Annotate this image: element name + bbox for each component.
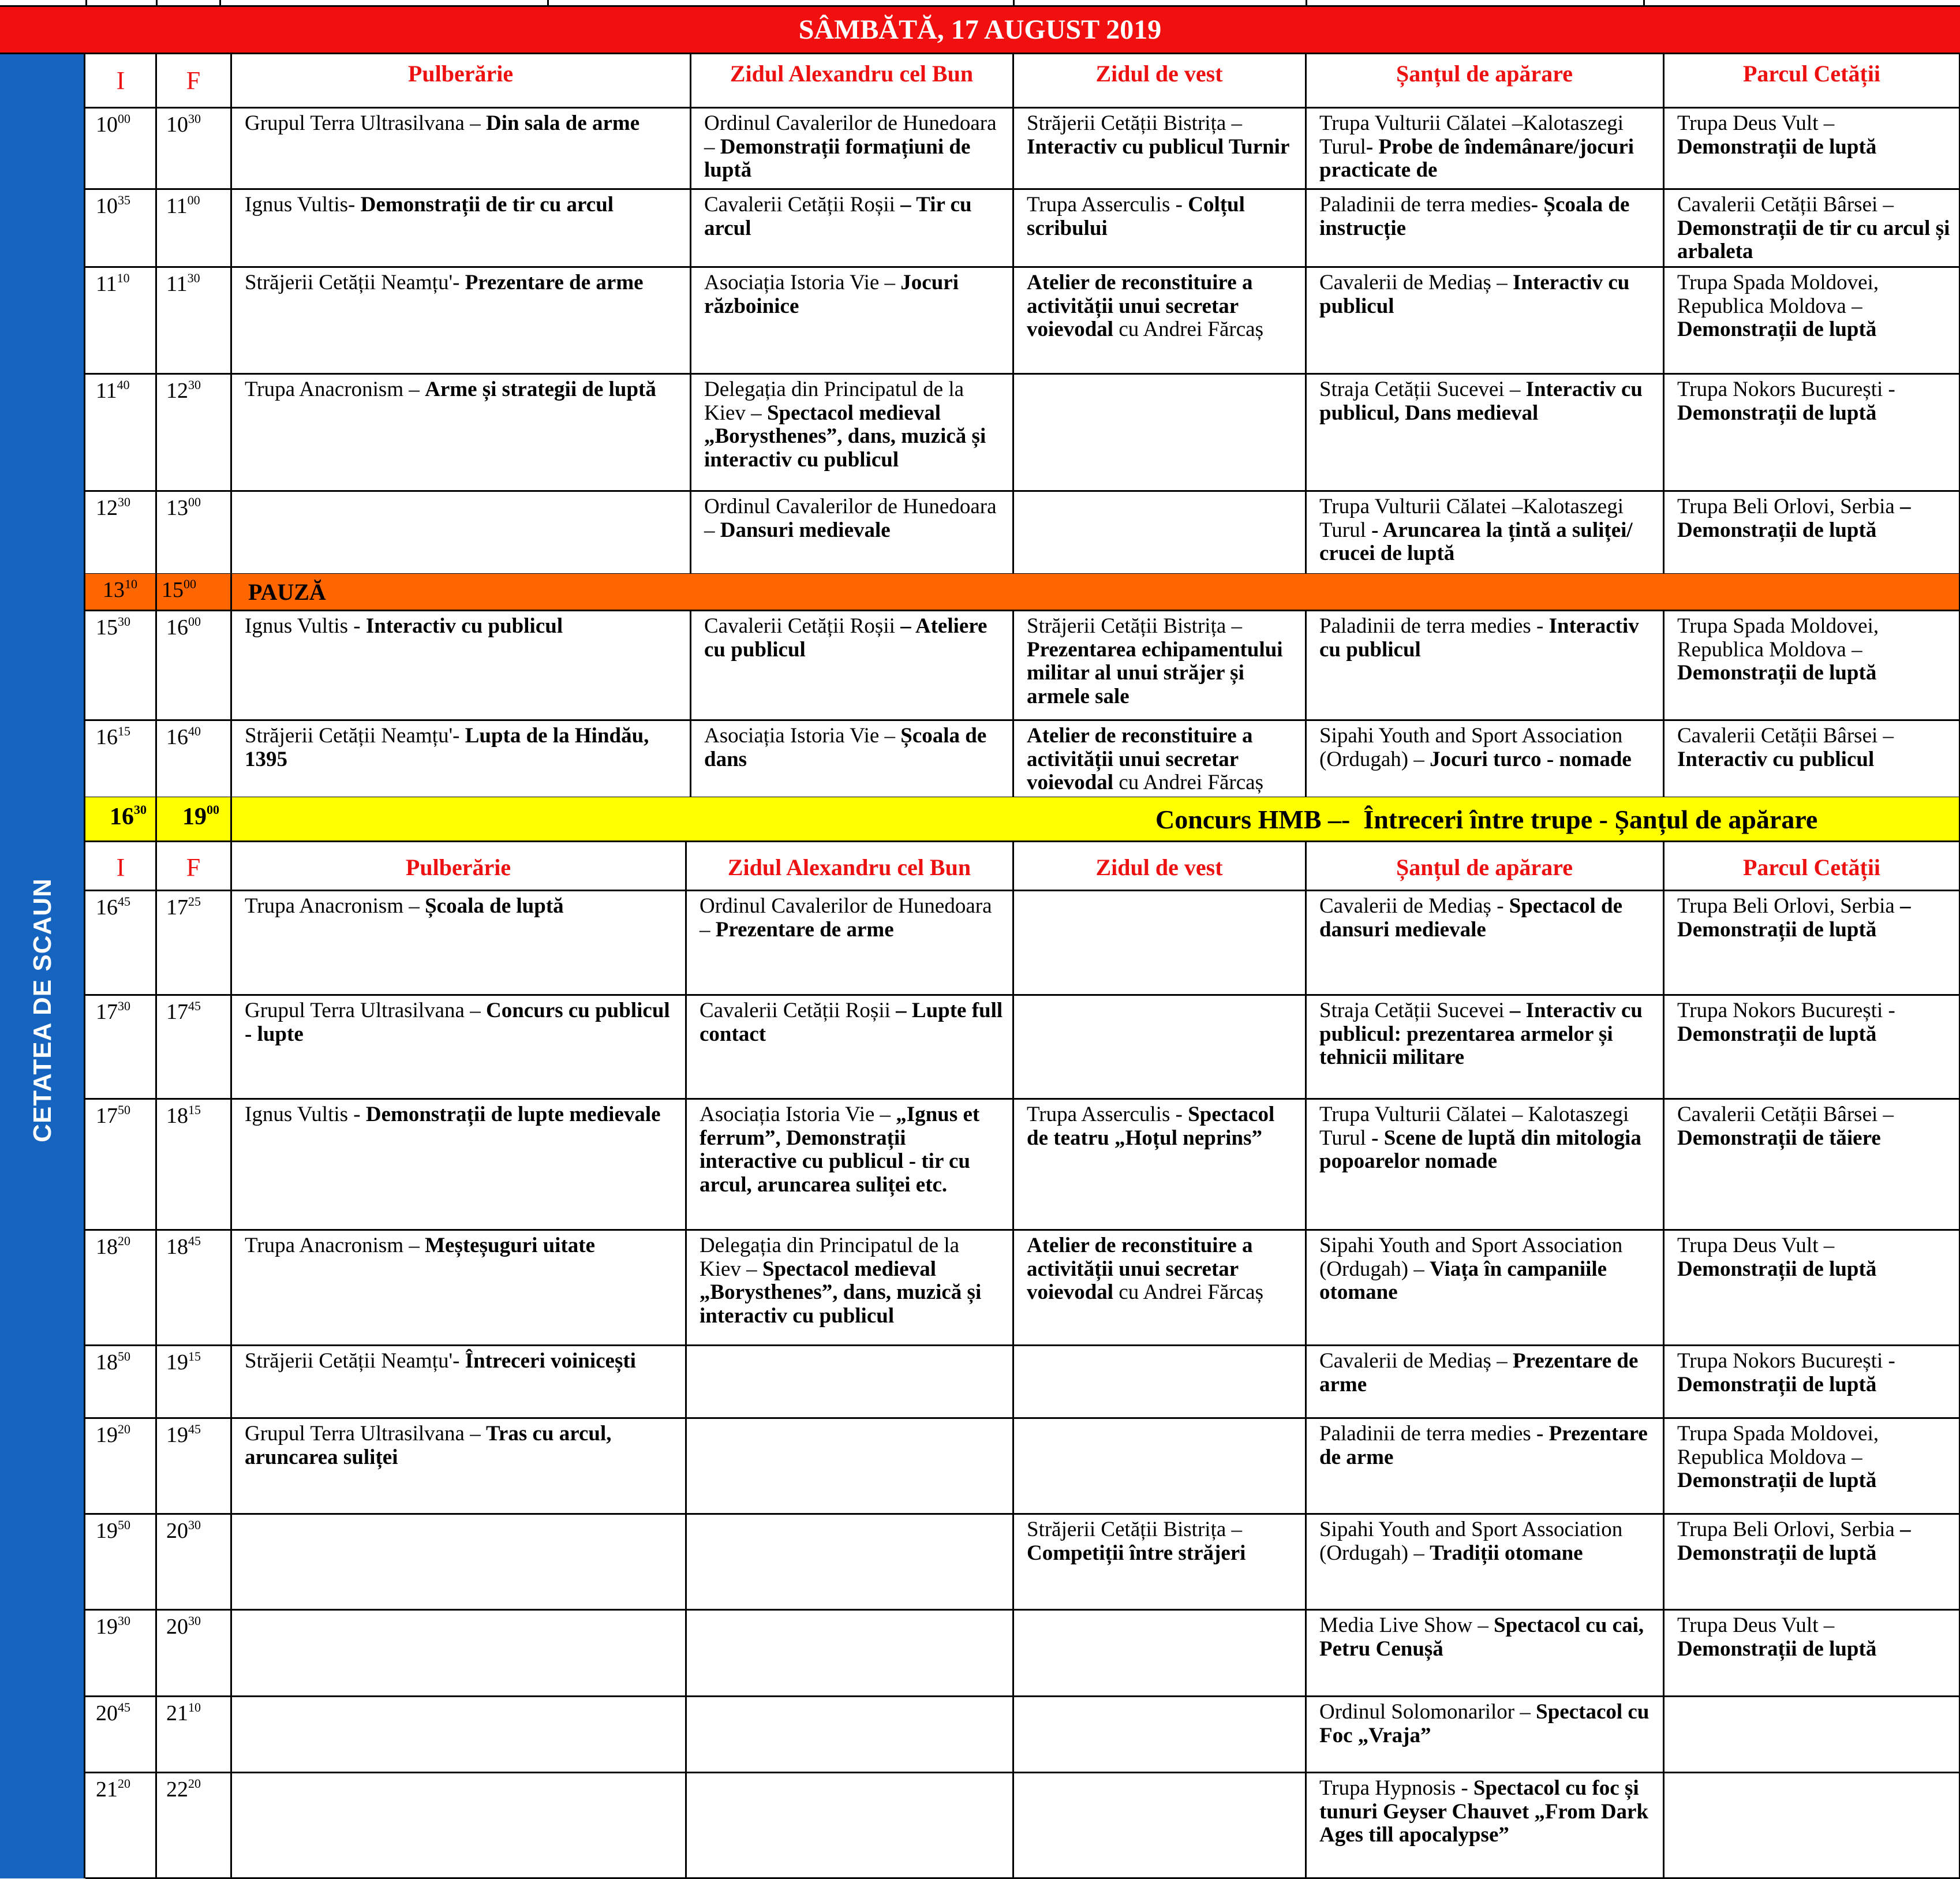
activity-group: Trupa Deus Vult –: [1677, 111, 1835, 135]
activity-cell: [245, 112, 683, 136]
activity-title: – Tir cu arcul: [704, 193, 972, 240]
grid-hline: [85, 1695, 1960, 1697]
end-time: $16^{40}$: [166, 724, 201, 749]
activity-cell: [1677, 1350, 1953, 1396]
activity-title: „Ignus et ferrum”, Demonstrații interactive cu publicul - tir cu arcul, aruncarea suliței etc.: [700, 1103, 980, 1197]
activity-group: Grupul Terra Ultrasilvana –: [245, 111, 486, 135]
activity-cell: [245, 1103, 679, 1127]
activity-group: Media Live Show –: [1319, 1613, 1494, 1637]
activity-group: Delegația din Principatul de la Kiev –: [704, 378, 964, 425]
activity-title: - Aruncarea la țintă a suliței/ crucei de luptă: [1319, 518, 1633, 566]
activity-title: Școala de luptă: [425, 894, 564, 918]
activity-cell: [1319, 495, 1656, 566]
activity-title: Spectacol medieval „Borysthenes”, dans, muzică și interactiv cu publicul: [704, 401, 986, 472]
grid-vline: [1012, 841, 1014, 1878]
grid-vline: [685, 841, 687, 1878]
activity-title: Prezentare de arme: [465, 271, 644, 294]
grid-vline: [690, 610, 691, 797]
activity-group: Trupa Deus Vult –: [1677, 1613, 1835, 1637]
end-time: $12^{30}$: [166, 378, 201, 403]
activity-cell: [1319, 724, 1656, 771]
activity-cell: [1319, 895, 1656, 942]
grid-hline: [85, 1229, 1960, 1231]
grid-hline: [85, 266, 1960, 268]
grid-hline: [85, 890, 1960, 891]
activity-title: – Demonstrații de luptă: [1677, 1518, 1911, 1565]
grid-vline: [155, 841, 157, 1878]
activity-group: Paladinii de terra medies: [1319, 1422, 1537, 1445]
activity-group: Paladinii de terra medies -: [1319, 614, 1549, 638]
start-time: $11^{40}$: [96, 378, 130, 403]
activity-title: Spectacol cu Foc „Vraja”: [1319, 1700, 1649, 1747]
start-column-header: I: [116, 853, 125, 881]
end-time: $20^{30}$: [166, 1518, 201, 1543]
activity-title: Demonstrații de luptă: [1677, 1372, 1877, 1396]
activity-group: Trupa Vulturii Călatei –Kalotaszegi Turul: [1319, 495, 1624, 542]
end-time: $19^{45}$: [166, 1422, 201, 1447]
activity-group: Straja Cetății Sucevei –: [1319, 378, 1526, 401]
activity-cell: [1677, 1518, 1953, 1565]
end-time: $17^{45}$: [166, 999, 201, 1024]
grid-hline: [85, 610, 1960, 611]
activity-title: Spectacol medieval „Borysthenes”, dans, muzică și interactiv cu publicul: [700, 1257, 982, 1328]
activity-cell: [1319, 193, 1656, 240]
activity-cell: [245, 895, 679, 918]
activity-title: Demonstrații de tăiere: [1677, 1126, 1881, 1150]
activity-cell: [245, 271, 683, 295]
activity-group: Cavalerii Cetății Roșii: [700, 999, 896, 1022]
top-stub-line: [547, 0, 549, 5]
activity-cell: [704, 193, 1006, 240]
activity-group: Trupa Nokors București -: [1677, 1349, 1895, 1373]
activity-cell: [1677, 495, 1953, 542]
end-time: $10^{30}$: [166, 111, 201, 137]
activity-group: Trupa Vulturii Călatei –Kalotaszegi Turul: [1319, 111, 1624, 159]
activity-group: Cavalerii Cetății Bârsei –: [1677, 193, 1894, 216]
start-column-header: I: [116, 66, 125, 95]
start-time: $10^{35}$: [96, 193, 130, 218]
activity-group: Sipahi Youth and Sport Association (Ordugah) –: [1319, 1518, 1623, 1565]
activity-group: Straja Cetății Sucevei: [1319, 999, 1510, 1022]
activity-cell: [245, 724, 683, 771]
start-time: $11^{10}$: [96, 271, 130, 296]
activity-title: Tradiții otomane: [1430, 1541, 1583, 1565]
activity-title: Școala de dans: [704, 724, 987, 771]
activity-cell: [1677, 112, 1953, 159]
pause-end-time: $15^{00}$: [162, 577, 196, 602]
grid-vline: [230, 574, 232, 610]
activity-title: Demonstrații de luptă: [1677, 1637, 1877, 1661]
activity-group: Asociația Istoria Vie –: [704, 271, 901, 294]
top-stub-line: [156, 0, 158, 5]
end-time: $11^{00}$: [166, 193, 200, 218]
activity-title: - Școala de instrucție: [1319, 193, 1630, 240]
activity-title: - Prezentare de arme: [1319, 1422, 1648, 1469]
start-time: $12^{30}$: [96, 495, 130, 520]
activity-cell: [700, 1234, 1006, 1328]
grid-hline: [85, 840, 1960, 842]
activity-group: Străjerii Cetății Neamțu'-: [245, 271, 465, 294]
activity-group: Trupa Beli Orlovi, Serbia: [1677, 894, 1901, 918]
activity-group: Cavalerii de Mediaș -: [1319, 894, 1509, 918]
grid-hline: [85, 1513, 1960, 1515]
start-time: $19^{20}$: [96, 1422, 130, 1447]
activity-cell: [1027, 1234, 1299, 1305]
grid-vline: [230, 841, 232, 1878]
grid-vline: [1663, 841, 1664, 1878]
activity-title: Demonstrații de lupte medievale: [365, 1103, 661, 1126]
activity-cell: [1027, 724, 1299, 795]
activity-cell: [704, 724, 1006, 771]
activity-cell: [1027, 112, 1299, 159]
activity-cell: [1319, 1350, 1656, 1396]
activity-cell: [1319, 1518, 1656, 1565]
end-time: $18^{15}$: [166, 1103, 201, 1128]
activity-group: Trupa Nokors București -: [1677, 999, 1895, 1022]
end-column-header: F: [186, 853, 201, 881]
activity-cell: [245, 1422, 679, 1469]
grid-hline: [85, 373, 1960, 375]
activity-cell: [1319, 999, 1656, 1070]
activity-cell: [1677, 1422, 1953, 1493]
activity-group: Ordinul Cavalerilor de Hunedoara –: [704, 111, 997, 159]
grid-vline: [690, 54, 691, 574]
activity-cell: [1319, 1234, 1656, 1305]
grid-hline: [85, 188, 1960, 190]
grid-vline: [230, 610, 232, 797]
activity-cell: [1319, 1103, 1656, 1174]
activity-title: Demonstrații de luptă: [1677, 135, 1877, 159]
activity-title: Demonstrații de luptă: [1677, 661, 1877, 685]
activity-cell: [1677, 895, 1953, 942]
activity-group: Grupul Terra Ultrasilvana –: [245, 1422, 486, 1445]
activity-cell: [700, 1103, 1006, 1197]
activity-title: Competiții între străjeri: [1027, 1541, 1246, 1565]
activity-title: Demonstrații de luptă: [1677, 1469, 1877, 1493]
activity-cell: [1027, 271, 1299, 342]
activity-title: Dansuri medievale: [720, 518, 891, 542]
activity-title: Spectacol cu foc și tunuri Geyser Chauvet „From Dark Ages till apocalypse”: [1319, 1776, 1649, 1847]
grid-vline: [1663, 610, 1664, 797]
top-stub-line: [1643, 0, 1645, 5]
grid-vline: [1305, 610, 1307, 797]
activity-host: cu Andrei Fărcaș: [1113, 1280, 1264, 1305]
location-column-header: Zidul Alexandru cel Bun: [730, 61, 974, 87]
location-column-header: Zidul de vest: [1095, 854, 1223, 880]
activity-group: Ignus Vultis-: [245, 193, 361, 216]
start-time: $18^{50}$: [96, 1349, 130, 1374]
start-time: $15^{30}$: [96, 614, 130, 640]
activity-group: Cavalerii Cetății Roșii: [704, 614, 901, 638]
location-column-header: Parcul Cetății: [1742, 61, 1881, 87]
activity-cell: [1677, 271, 1953, 342]
location-column-header: Pulberărie: [405, 854, 511, 880]
activity-title: Demonstrații de luptă: [1677, 317, 1877, 342]
activity-title: - Probe de îndemânare/jocuri practicate de: [1319, 135, 1634, 182]
activity-cell: [704, 378, 1006, 472]
grid-vline: [1012, 610, 1014, 797]
activity-cell: [704, 271, 1006, 318]
location-column-header: Pulberărie: [407, 61, 514, 87]
activity-title: – Demonstrații de luptă: [1677, 495, 1911, 542]
activity-title: Demonstrații de luptă: [1677, 1022, 1877, 1046]
activity-title: Interactiv cu publicul: [365, 614, 563, 638]
activity-group: Trupa Deus Vult –: [1677, 1234, 1835, 1257]
activity-group: Străjerii Cetății Neamțu'-: [245, 724, 465, 748]
activity-cell: [1027, 193, 1299, 240]
activity-title: Atelier de reconstituire a activității unui secretar voievodal: [1027, 271, 1253, 342]
end-time: $20^{30}$: [166, 1613, 201, 1639]
top-stub-line: [85, 0, 87, 5]
activity-group: Trupa Spada Moldovei, Republica Moldova –: [1677, 1422, 1879, 1469]
grid-hline: [85, 1609, 1960, 1611]
activity-group: Sipahi Youth and Sport Association (Ordugah) –: [1319, 724, 1623, 771]
activity-cell: [1319, 1422, 1656, 1469]
pause-label: PAUZĂ: [248, 579, 326, 605]
activity-group: Cavalerii de Mediaș –: [1319, 271, 1513, 294]
activity-group: Ordinul Cavalerilor de Hunedoara –: [700, 894, 992, 942]
start-time: $17^{50}$: [96, 1103, 130, 1128]
activity-title: Interactiv cu publicul: [1319, 614, 1639, 662]
activity-group: Ordinul Cavalerilor de Hunedoara –: [704, 495, 997, 542]
activity-title: Spectacol de dansuri medievale: [1319, 894, 1623, 942]
activity-cell: [1319, 1777, 1656, 1847]
activity-cell: [1319, 615, 1656, 662]
grid-vline: [230, 797, 232, 841]
activity-group: Ordinul Solomonarilor –: [1319, 1700, 1536, 1724]
activity-cell: [1027, 1103, 1299, 1150]
end-time: $17^{25}$: [166, 894, 201, 920]
pause-bar: [85, 574, 1960, 610]
start-time: $20^{45}$: [96, 1700, 130, 1725]
activity-title: Atelier de reconstituire a activității unui secretar voievodal: [1027, 724, 1253, 795]
activity-title: Întreceri voinicești: [465, 1349, 636, 1373]
concurs-end-time: $19^{00}$: [182, 802, 219, 830]
grid-vline: [155, 54, 157, 574]
date-banner: SÂMBĂTĂ, 17 AUGUST 2019: [0, 5, 1960, 54]
grid-vline: [155, 610, 157, 797]
activity-group: Străjerii Cetății Bistrița –: [1027, 111, 1243, 135]
grid-hline: [85, 1772, 1960, 1773]
activity-group: Trupa Spada Moldovei, Republica Moldova –: [1677, 271, 1879, 318]
activity-cell: [1677, 1614, 1953, 1661]
activity-group: Trupa Anacronism –: [245, 378, 425, 401]
end-time: $16^{00}$: [166, 614, 201, 640]
activity-group: Străjerii Cetății Neamțu'-: [245, 1349, 465, 1373]
grid-vline: [1305, 841, 1307, 1878]
activity-title: Prezentare de arme: [715, 917, 894, 942]
activity-cell: [700, 895, 1006, 942]
activity-cell: [1027, 615, 1299, 709]
activity-title: Demonstrații de luptă: [1677, 401, 1877, 425]
activity-title: Arme și strategii de luptă: [425, 378, 656, 401]
grid-vline: [230, 54, 232, 574]
end-time: $22^{20}$: [166, 1776, 201, 1802]
activity-group: Trupa Nokors București -: [1677, 378, 1895, 401]
top-stub-line: [219, 0, 221, 5]
activity-cell: [704, 112, 1006, 182]
activity-group: Asociația Istoria Vie –: [700, 1103, 896, 1126]
activity-host: cu Andrei Fărcaș: [1113, 317, 1264, 342]
venue-label: CETATEA DE SCAUN: [28, 878, 57, 1142]
activity-group: Cavalerii de Mediaș –: [1319, 1349, 1513, 1373]
activity-title: Demonstrații de tir cu arcul: [360, 193, 614, 216]
activity-title: Concurs cu publicul - lupte: [245, 999, 670, 1046]
activity-group: Străjerii Cetății Bistrița –: [1027, 1518, 1243, 1541]
activity-group: Cavalerii Cetății Bârsei –: [1677, 1103, 1894, 1126]
activity-title: Demonstrații de tir cu arcul și arbaleta: [1677, 216, 1950, 264]
activity-title: Lupta de la Hindău, 1395: [245, 724, 649, 771]
top-stub-line: [1306, 0, 1307, 5]
start-time: $21^{20}$: [96, 1776, 130, 1802]
activity-cell: [1319, 1701, 1656, 1747]
activity-cell: [1677, 193, 1953, 264]
start-time: $19^{50}$: [96, 1518, 130, 1543]
activity-cell: [1677, 378, 1953, 425]
activity-cell: [1677, 999, 1953, 1046]
activity-group: Trupa Hypnosis -: [1319, 1776, 1473, 1800]
activity-group: Trupa Beli Orlovi, Serbia: [1677, 495, 1901, 518]
concurs-start-time: $16^{30}$: [110, 802, 147, 830]
activity-group: Cavalerii Cetății Bârsei –: [1677, 724, 1894, 748]
activity-cell: [245, 615, 683, 638]
activity-title: Meșteșuguri uitate: [425, 1234, 596, 1257]
activity-cell: [245, 999, 679, 1046]
start-time: $10^{00}$: [96, 111, 130, 137]
activity-title: – Interactiv cu publicul: prezentarea armelor și tehnicii militare: [1319, 999, 1643, 1070]
activity-cell: [1319, 271, 1656, 318]
location-column-header: Parcul Cetății: [1742, 854, 1881, 880]
activity-cell: [1319, 112, 1656, 182]
activity-group: Trupa Asserculis -: [1027, 1103, 1188, 1126]
activity-cell: [245, 1234, 679, 1258]
end-time: $11^{30}$: [166, 271, 200, 296]
activity-group: Trupa Spada Moldovei, Republica Moldova –: [1677, 614, 1879, 662]
activity-cell: [700, 999, 1006, 1046]
activity-title: – Demonstrații de luptă: [1677, 894, 1911, 942]
end-column-header: F: [186, 66, 201, 95]
activity-title: Viața în campaniile otomane: [1319, 1257, 1607, 1305]
activity-title: Prezentare de arme: [1319, 1349, 1639, 1396]
start-time: $16^{15}$: [96, 724, 130, 749]
activity-cell: [245, 378, 683, 402]
start-time: $16^{45}$: [96, 894, 130, 920]
activity-title: Interactiv cu publicul: [1319, 271, 1630, 318]
location-column-header: Zidul de vest: [1095, 61, 1223, 87]
activity-group: Trupa Anacronism –: [245, 894, 425, 918]
activity-title: Prezentarea echipamentului militar al unui străjer și armele sale: [1027, 637, 1283, 709]
activity-title: Spectacol cu cai, Petru Cenușă: [1319, 1613, 1644, 1661]
activity-group: Ignus Vultis -: [245, 1103, 366, 1126]
activity-title: – Ateliere cu publicul: [704, 614, 988, 662]
pause-start-time: $13^{10}$: [103, 577, 137, 602]
grid-hline: [85, 490, 1960, 492]
activity-title: – Lupte full contact: [700, 999, 1003, 1046]
activity-host: cu Andrei Fărcaș: [1113, 771, 1264, 795]
activity-cell: [1677, 615, 1953, 685]
grid-vline: [1305, 54, 1307, 574]
grid-hline: [85, 719, 1960, 721]
activity-title: Demonstrații formațiuni de luptă: [704, 135, 971, 182]
activity-group: Ignus Vultis -: [245, 614, 366, 638]
start-time: $19^{30}$: [96, 1613, 130, 1639]
activity-cell: [245, 193, 683, 217]
activity-title: Atelier de reconstituire a activității unui secretar voievodal: [1027, 1234, 1253, 1305]
activity-group: Trupa Beli Orlovi, Serbia: [1677, 1518, 1901, 1541]
activity-title: Interactiv cu publicul: [1677, 747, 1875, 771]
concurs-label: Concurs HMB –- Întreceri între trupe - Șanțul de apărare: [1155, 805, 1818, 834]
activity-title: Jocuri turco - nomade: [1430, 747, 1632, 771]
grid-vline: [155, 574, 157, 610]
activity-title: Jocuri războinice: [704, 271, 959, 318]
activity-cell: [1027, 1518, 1299, 1565]
activity-group: Grupul Terra Ultrasilvana –: [245, 999, 486, 1022]
grid-vline: [1012, 54, 1014, 574]
activity-cell: [704, 615, 1006, 662]
activity-cell: [1677, 724, 1953, 771]
grid-hline: [85, 1417, 1960, 1419]
activity-cell: [704, 495, 1006, 542]
grid-hline: [85, 1344, 1960, 1346]
grid-hline: [85, 107, 1960, 109]
start-time: $17^{30}$: [96, 999, 130, 1024]
activity-title: Tras cu arcul, aruncarea suliței: [245, 1422, 612, 1469]
activity-cell: [245, 1350, 679, 1373]
location-column-header: Zidul Alexandru cel Bun: [727, 854, 971, 880]
end-time: $18^{45}$: [166, 1234, 201, 1259]
activity-cell: [1677, 1234, 1953, 1281]
activity-cell: [1319, 1614, 1656, 1661]
activity-cell: [1677, 1103, 1953, 1150]
activity-title: Interactiv cu publicul Turnir: [1027, 135, 1290, 159]
end-time: $21^{10}$: [166, 1700, 201, 1725]
activity-group: Paladinii de terra medies: [1319, 193, 1531, 216]
activity-group: Trupa Anacronism –: [245, 1234, 425, 1257]
activity-title: Spectacol de teatru „Hoțul neprins”: [1027, 1103, 1275, 1150]
activity-title: Demonstrații de luptă: [1677, 1257, 1877, 1281]
activity-group: Trupa Vulturii Călatei – Kalotaszegi Turul: [1319, 1103, 1629, 1150]
top-stub-line: [1013, 0, 1015, 5]
end-time: $19^{15}$: [166, 1349, 201, 1374]
activity-group: Asociația Istoria Vie –: [704, 724, 901, 748]
location-column-header: Șanțul de apărare: [1396, 854, 1573, 880]
grid-vline: [155, 797, 157, 841]
activity-group: Delegația din Principatul de la Kiev –: [700, 1234, 960, 1281]
activity-group: Sipahi Youth and Sport Association (Ordugah) –: [1319, 1234, 1623, 1281]
activity-title: Din sala de arme: [485, 111, 640, 135]
grid-hline: [85, 1098, 1960, 1100]
activity-title: Interactiv cu publicul, Dans medieval: [1319, 378, 1643, 425]
activity-group: Trupa Asserculis -: [1027, 193, 1188, 216]
activity-cell: [1319, 378, 1656, 425]
activity-title: Colțul scribului: [1027, 193, 1245, 240]
activity-title: - Scene de luptă din mitologia popoarelor nomade: [1319, 1126, 1641, 1174]
start-time: $18^{20}$: [96, 1234, 130, 1259]
activity-group: Străjerii Cetății Bistrița –: [1027, 614, 1243, 638]
location-column-header: Șanțul de apărare: [1396, 61, 1573, 87]
activity-group: Cavalerii Cetății Roșii: [704, 193, 901, 216]
grid-vline: [1663, 54, 1664, 574]
end-time: $13^{00}$: [166, 495, 201, 520]
grid-hline: [85, 994, 1960, 996]
